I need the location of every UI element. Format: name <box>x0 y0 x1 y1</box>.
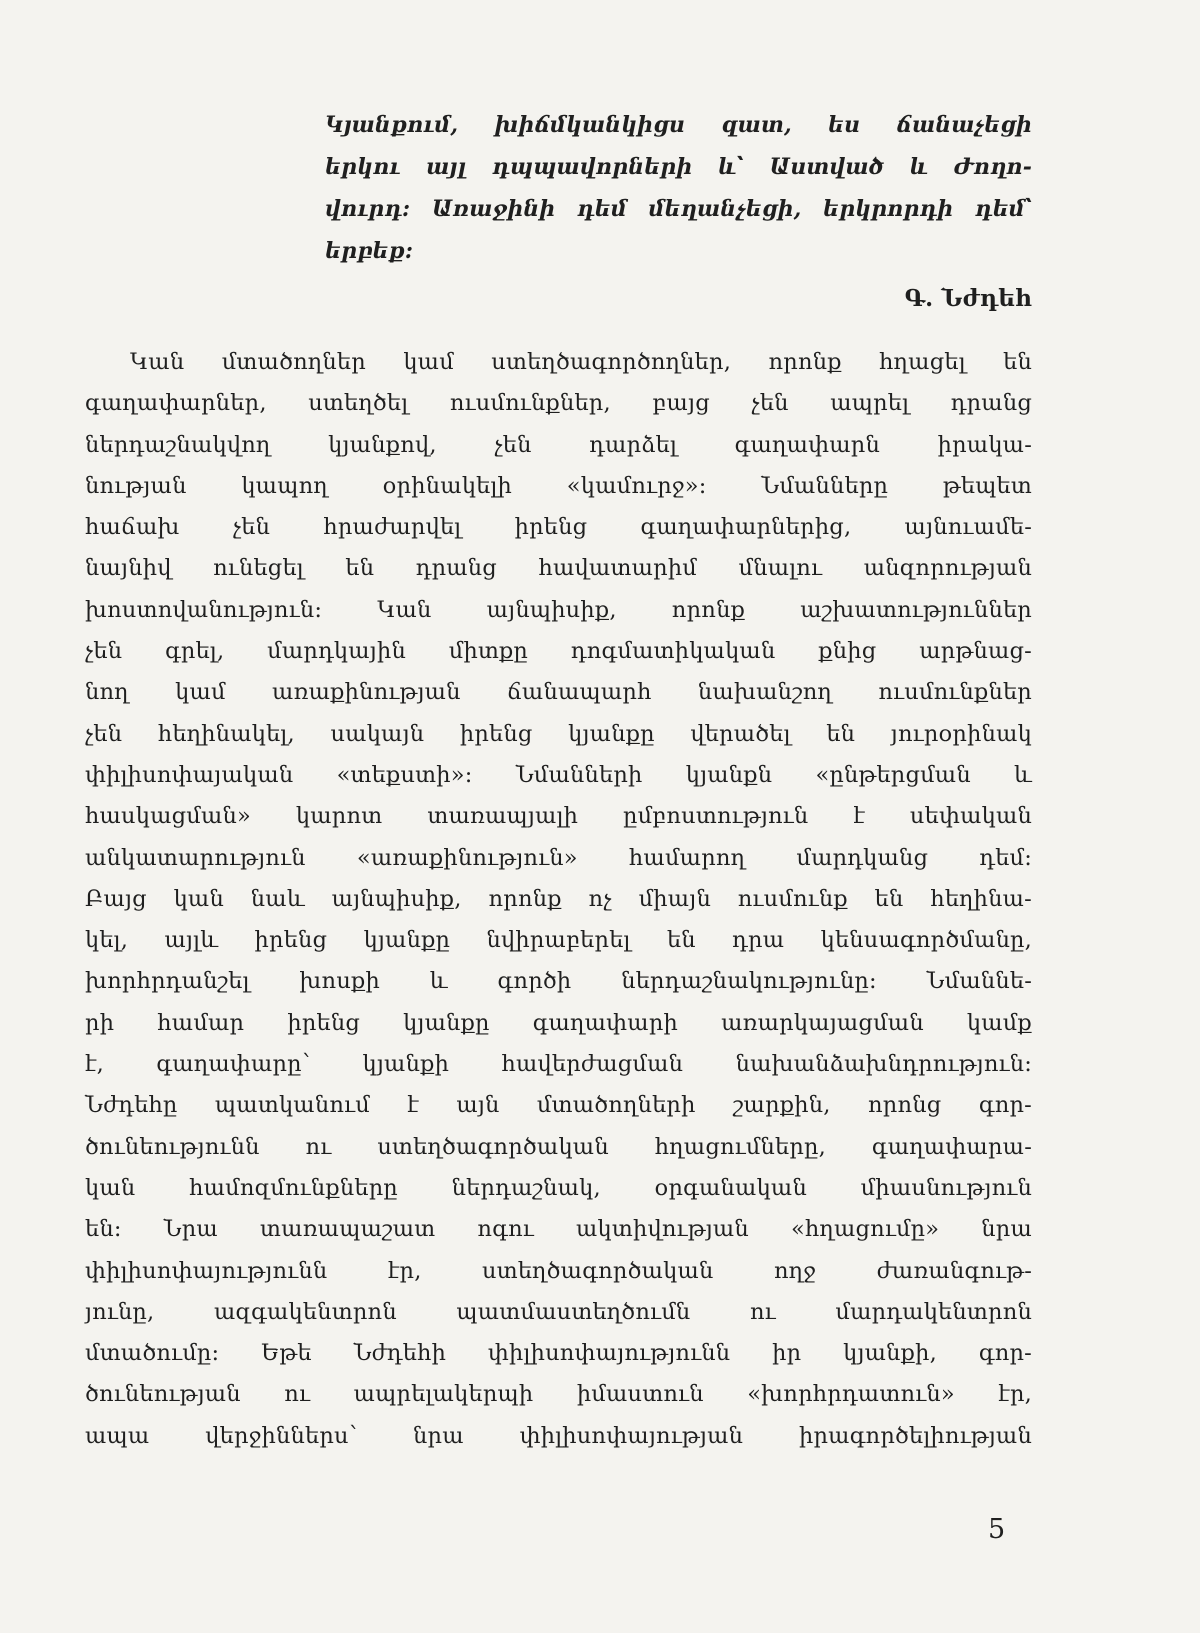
body-line: կել, այլև իրենց կյանքը նվիրաբերել են դրա կենսագործմանը, <box>85 927 1032 954</box>
body-line: րի համար իրենց կյանքը գաղափարի առարկայացման կամք <box>85 1009 1032 1036</box>
body-line: մտածումը: Եթե Նժդեհի փիլիսոփայությունն իր կյանքի, գոր- <box>85 1340 1032 1367</box>
body-line: նության կապող օրինակելի «կամուրջ»: Նմանները թեպետ <box>85 472 1032 499</box>
body-line: ծունեության ու ապրելակերպի իմաստուն «խորհրդատուն» էր, <box>85 1381 1032 1408</box>
body-line: ներդաշնակվող կյանքով, չեն դարձել գաղափարն իրակա- <box>85 431 1032 458</box>
body-line: ծունեությունն ու ստեղծագործական հղացումները, գաղափարա- <box>85 1133 1032 1160</box>
page-number: 5 <box>988 1514 1006 1545</box>
body-line: կան համոզմունքները ներդաշնակ, օրգանական միասնություն <box>85 1174 1032 1201</box>
body-paragraph <box>85 342 1032 1457</box>
body-line: գաղափարներ, ստեղծել ուսմունքներ, բայց չեն ապրել դրանց <box>85 390 1032 417</box>
epigraph-line: երկու այլ դպպավորների և՝ Աստված և Ժողո- <box>325 154 1032 180</box>
body-line: փիլիսոփայությունն էր, ստեղծագործական ողջ ժառանգութ- <box>85 1257 1032 1284</box>
body-line: խորհրդանշել խոսքի և գործի ներդաշնակությունը: Նմաննե- <box>85 968 1032 995</box>
body-line: չեն գրել, մարդկային միտքը դոգմատիկական քնից արթնաց- <box>85 638 1032 665</box>
body-line: յունը, ազգակենտրոն պատմաստեղծումն ու մարդակենտրոն <box>85 1298 1032 1325</box>
epigraph-line: երբեք: <box>325 238 414 264</box>
epigraph-author: Գ. Նժդեհ <box>904 285 1032 312</box>
body-line: հասկացման» կարոտ տառապյալի ըմբոստություն է սեփական <box>85 803 1032 830</box>
body-line: է, գաղափարը՝ կյանքի հավերժացման նախանձախնդրություն: <box>85 1051 1032 1078</box>
body-line: են: Նրա տառապաշատ ոգու ակտիվության «հղացումը» նրա <box>85 1216 1032 1243</box>
body-line: չեն հեղինակել, սակայն իրենց կյանքը վերածել են յուրօրինակ <box>85 720 1032 747</box>
body-line: Նժդեհը պատկանում է այն մտածողների շարքին, որոնց գոր- <box>85 1092 1032 1119</box>
body-line: նող կամ առաքինության ճանապարհ նախանշող ուսմունքներ <box>85 679 1032 706</box>
body-line: Կան մտածողներ կամ ստեղծագործողներ, որոնք հղացել են <box>130 349 1032 375</box>
body-line: Բայց կան նաև այնպիսիք, որոնք ոչ միայն ուսմունք են հեղինա- <box>85 885 1032 912</box>
body-line: ապա վերջիններս՝ նրա փիլիսոփայության իրագործելիության <box>85 1422 1032 1449</box>
epigraph-line: վուրդ: Առաջինի դեմ մեղանչեցի, երկրորդի դեմ՝ <box>325 196 1032 222</box>
body-line: անկատարություն «առաքինություն» համարող մարդկանց դեմ: <box>85 844 1032 871</box>
body-line: խոստովանություն: Կան այնպիսիք, որոնք աշխատություններ <box>85 596 1032 623</box>
epigraph <box>325 104 1032 272</box>
body-line: փիլիսոփայական «տեքստի»: Նմանների կյանքն «ընթերցման և <box>85 761 1032 788</box>
body-line: նայնիվ ունեցել են դրանց հավատարիմ մնալու անզորության <box>85 555 1032 582</box>
body-line: հաճախ չեն հրաժարվել իրենց գաղափարներից, այնուամե- <box>85 514 1032 541</box>
epigraph-line: Կյանքում, խիճմկանկիցս զատ, ես ճանաչեցի <box>325 112 1032 138</box>
